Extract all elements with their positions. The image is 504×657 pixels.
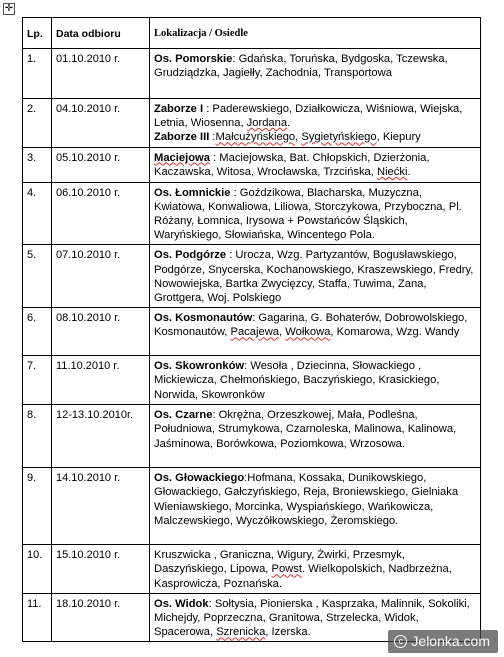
location-cell bbox=[150, 468, 481, 545]
pickup-date: 04.10.2010 r. bbox=[52, 99, 150, 148]
street-list: Wołkowa bbox=[285, 326, 331, 339]
row-number: 1. bbox=[23, 49, 52, 99]
street-list: , Komarowa, Wzg. Wandy bbox=[330, 326, 460, 339]
location-cell bbox=[150, 545, 481, 594]
street-list: : Wesoła , Dziecinna, Słowackiego , Mickiewicza, Chełmońskiego, Baczyńskiego, Krasickiego, Norwida, Skowronków bbox=[154, 360, 440, 401]
estate-name: Os. Łomnickie bbox=[154, 186, 231, 199]
street-list: : bbox=[209, 131, 216, 144]
street-list: : Maciejowska, Bat. Chłopskich, Dzierżonia, Kaczawska, Witosa, Wrocławska, Trzcińska, bbox=[154, 151, 430, 178]
row-number: 6. bbox=[23, 308, 52, 356]
estate-name: Zaborze III bbox=[154, 131, 210, 144]
street-list: Jordana bbox=[246, 117, 288, 130]
street-list: : Sołtysia, Pionierska , Kasprzaka, Malinnik, Sokoliki, Michejdy, Poprzeczna, Granitowa, Strzelecka, Widok, Spacerowa, bbox=[154, 597, 470, 639]
header-location: Lokalizacja / Osiedle bbox=[150, 18, 481, 49]
location-cell bbox=[150, 49, 481, 99]
estate-name: Os. Kosmonautów bbox=[154, 312, 253, 325]
table-row bbox=[23, 182, 481, 245]
row-number: 8. bbox=[23, 405, 52, 468]
street-list: Pacajewa bbox=[230, 326, 280, 339]
estate-name: Maciejowa bbox=[154, 151, 210, 164]
location-cell bbox=[150, 308, 481, 356]
estate-name: Os. Podgórze bbox=[154, 249, 227, 262]
row-number: 5. bbox=[23, 245, 52, 308]
estate-name: Os. Skowronków bbox=[154, 360, 245, 373]
street-list: : Urocza, Wzg. Partyzantów, Bogusławskiego, Podgórze, Snycerska, Kochanowskiego, Kraszewskiego, Fredry, Nowowiejska, Bartka Zwycięzcy, Staffa, Tuwima, Zana, Grottgera, Woj. Polskiego bbox=[154, 249, 474, 305]
table-row bbox=[23, 99, 481, 148]
table-row bbox=[23, 49, 481, 99]
street-list: : Gagarina, G. Bohaterów, Dobrowolskiego, Kosmonautów, bbox=[154, 312, 468, 339]
street-list: : Paderewskiego, Działkowicza, Wiśniowa, Wiejska, Letnia, Wiosenna, bbox=[154, 103, 463, 130]
location-cell bbox=[150, 405, 481, 468]
table-move-handle-icon[interactable]: ✛ bbox=[4, 3, 14, 14]
collection-schedule-table bbox=[22, 17, 481, 642]
table-row bbox=[23, 147, 481, 182]
street-list: :Hofmana, Kossaka, Dunikowskiego, Głowackiego, Gałczyńskiego, Reja, Broniewskiego, Gielniaka Wieniawskiego, Morcinka, Wyspiańskiego, Wańkowicza, Malczewskiego, Wyczółkowskiego, Żeromskiego. bbox=[154, 472, 459, 527]
row-number: 4. bbox=[23, 182, 52, 245]
pickup-date: 08.10.2010 r. bbox=[52, 308, 150, 356]
street-list: , bbox=[279, 326, 286, 339]
row-number: 7. bbox=[23, 356, 52, 405]
estate-name: Os. Widok bbox=[154, 597, 209, 610]
pickup-date: 18.10.2010 r. bbox=[52, 593, 150, 642]
pickup-date: 11.10.2010 r. bbox=[52, 356, 150, 405]
street-list: . bbox=[287, 117, 291, 130]
row-number: 9. bbox=[23, 468, 52, 545]
header-lp: Lp. bbox=[23, 18, 52, 49]
estate-name: Zaborze I bbox=[154, 103, 204, 115]
row-number: 3. bbox=[23, 147, 52, 182]
pickup-date: 05.10.2010 r. bbox=[52, 147, 150, 182]
location-cell bbox=[150, 356, 481, 405]
pickup-date: 12-13.10.2010r. bbox=[52, 405, 150, 468]
row-number: 10. bbox=[23, 545, 52, 594]
street-list: Powst bbox=[271, 563, 302, 576]
pickup-date: 15.10.2010 r. bbox=[52, 545, 150, 594]
pickup-date: 14.10.2010 r. bbox=[52, 468, 150, 545]
street-list: , Izerska. bbox=[265, 626, 311, 639]
street-list: Niećki bbox=[376, 165, 408, 178]
table-body bbox=[23, 49, 481, 642]
table-row bbox=[23, 468, 481, 545]
pickup-date: 07.10.2010 r. bbox=[52, 245, 150, 308]
street-list: , bbox=[295, 131, 302, 144]
location-cell bbox=[150, 147, 481, 182]
street-list: Kruszwicka , Graniczna, Wigury, Żwirki, Przesmyk, Daszyńskiego, Lipowa, bbox=[154, 549, 405, 576]
row-number: 11. bbox=[23, 593, 52, 642]
table-row bbox=[23, 245, 481, 308]
street-list: . bbox=[407, 165, 411, 178]
street-list: : Okrężna, Orzeszkowej, Mała, Podleśna, Południowa, Strumykowa, Czarnoleska, Malinowa, Kalinowa, Jaśminowa, Borówkowa, Poziomkowa, Wrzosowa. bbox=[154, 409, 457, 450]
location-cell bbox=[150, 182, 481, 245]
pickup-date: 06.10.2010 r. bbox=[52, 182, 150, 245]
pickup-date: 01.10.2010 r. bbox=[52, 49, 150, 99]
street-list: Sygietyńskiego bbox=[301, 131, 377, 144]
street-list: . Wielkopolskich, Nadbrzeżna, Kasprowicza, Poznańska. bbox=[154, 563, 452, 590]
street-list: : Gdańska, Toruńska, Bydgoska, Tczewska, Grudziądzka, Jagiełły, Zachodnia, Transportowa bbox=[154, 53, 448, 80]
table-row bbox=[23, 308, 481, 356]
copyright-icon: c bbox=[394, 635, 407, 648]
row-number: 2. bbox=[23, 99, 52, 148]
street-list: , Kiepury bbox=[376, 131, 421, 144]
table-row bbox=[23, 545, 481, 594]
street-list: Szrenicka bbox=[216, 626, 266, 639]
watermark bbox=[388, 630, 498, 653]
street-list: Małcużyńskiego bbox=[215, 131, 296, 144]
header-date: Data odbioru bbox=[52, 18, 150, 49]
table-row bbox=[23, 356, 481, 405]
estate-name: Os. Głowackiego bbox=[154, 472, 245, 485]
estate-name: Os. Pomorskie bbox=[154, 53, 233, 65]
estate-name: Os. Czarne bbox=[154, 409, 213, 422]
watermark-text: Jelonka.com bbox=[411, 633, 490, 649]
location-cell bbox=[150, 245, 481, 308]
street-list: : Goździkowa, Blacharska, Muzyczna, Kwiatowa, Konwaliowa, Liliowa, Storczykowa, Przyboczna, Pl. Różany, Łomnica, Irysowa + Powstańców Śląskich, Waryńskiego, Słowiańska, Wincentego Pola. bbox=[154, 186, 462, 242]
location-cell bbox=[150, 99, 481, 148]
header-row bbox=[23, 18, 481, 49]
table-row bbox=[23, 405, 481, 468]
